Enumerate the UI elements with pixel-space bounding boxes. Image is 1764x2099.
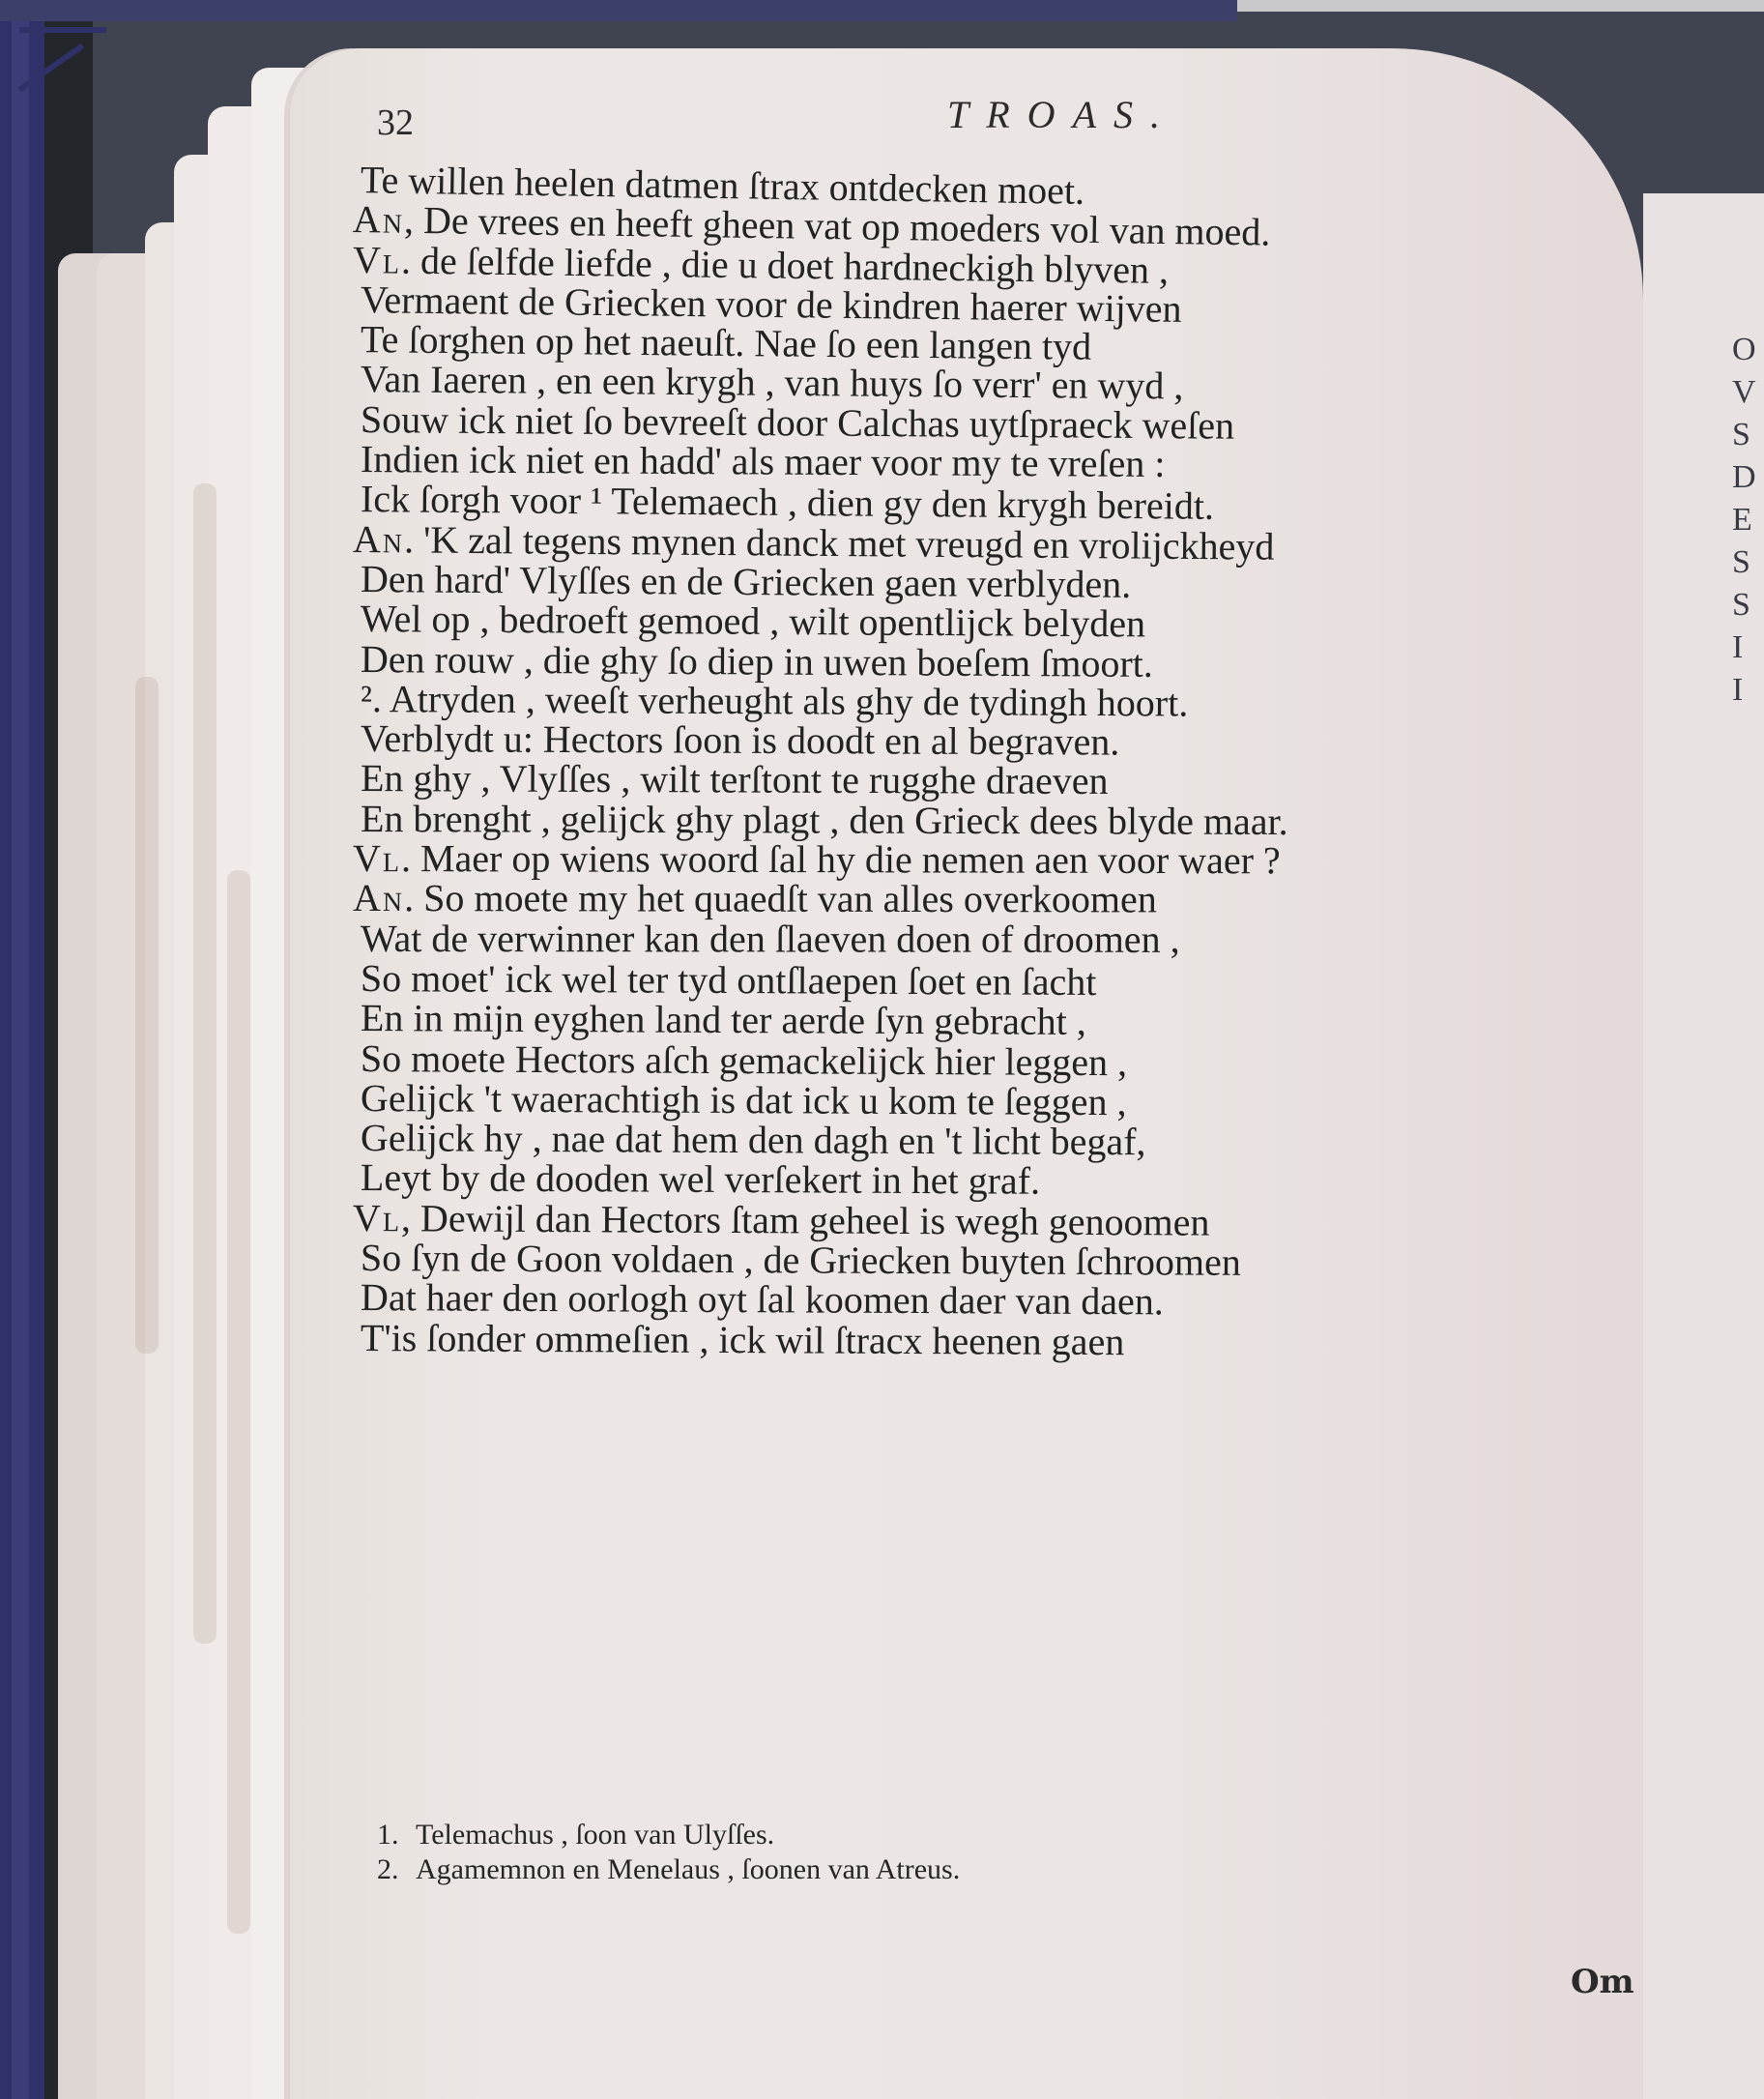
footnote-text: Agamemnon en Menelaus , ſoonen van Atreus. <box>416 1853 961 1885</box>
verse-text: de ſelfde liefde , die u doet hardneckigh blyven , <box>419 238 1170 292</box>
verse-text: Te willen heelen datmen ſtrax ontdecken moet. <box>360 158 1085 213</box>
verse-block <box>352 158 1609 1363</box>
running-title: TROAS. <box>947 93 1177 136</box>
frame-corner-brace <box>19 27 106 33</box>
verse-text: En in mijn eyghen land ter aerde ſyn gebracht , <box>360 996 1086 1044</box>
speaker-label: Vl. <box>352 836 414 881</box>
facing-letter: S <box>1732 417 1750 452</box>
verse-line <box>353 838 1609 881</box>
speaker-label: Vl. <box>352 237 414 282</box>
verse-text: De vrees en heeft gheen vat op moeders vol van moed. <box>422 198 1271 254</box>
verse-line <box>353 796 1609 843</box>
speaker-label <box>353 277 354 321</box>
verse-text: So moete Hectors aſch gemackelijck hier leggen , <box>360 1035 1128 1084</box>
speaker-label: An. <box>352 876 417 920</box>
verse-line <box>353 878 1609 920</box>
verse-text: Wel op , bedroeft gemoed , wilt opentlijck belyden <box>360 597 1146 646</box>
frame-top-bar <box>0 0 1237 21</box>
verse-text: Ick ſorgh voor ¹ Telemaech , dien gy den krygh bereidt. <box>360 477 1215 529</box>
facing-page <box>1643 193 1764 2099</box>
verse-text: Gelijck 't waerachtigh is dat ick u kom te ſeggen , <box>360 1075 1127 1124</box>
verse-line <box>353 1315 1609 1364</box>
page-header <box>377 92 1634 150</box>
verse-text: Gelijck hy , nae dat hem den dagh en 't licht begaf, <box>360 1116 1146 1164</box>
page-number: 32 <box>377 102 414 143</box>
footnote-text: Telemachus , ſoon van Ulyſſes. <box>416 1819 775 1851</box>
verse-text: Souw ick niet ſo bevreeſt door Calchas uytſpraeck weſen <box>360 396 1235 448</box>
speaker-label: Vl, <box>352 1195 414 1240</box>
footnote-number: 2. <box>377 1853 399 1885</box>
footnote <box>377 1818 1537 1852</box>
verse-text: So ſyn de Goon voldaen , de Griecken buyten ſchroomen <box>360 1236 1241 1284</box>
facing-letter: E <box>1732 502 1752 538</box>
verse-text: Vermaent de Griecken voor de kindren haerer wijven <box>360 277 1182 331</box>
footnotes <box>377 1818 1537 1887</box>
verse-text: Dewijl dan Hectors ſtam geheel is wegh genoomen <box>419 1196 1210 1244</box>
verse-text: Van Iaeren , en een krygh , van huys ſo verr' en wyd , <box>360 357 1184 408</box>
page-stain <box>193 483 217 1644</box>
verse-text: En ghy , Vlyſſes , wilt terſtont te rugghe draeven <box>360 756 1109 803</box>
speaker-label: An. <box>352 516 417 562</box>
frame-left-inner-bar <box>12 19 29 2099</box>
verse-text: Dat haer den oorlogh oyt ſal koomen daer van daen. <box>360 1275 1164 1324</box>
verse-text: Te ſorghen op het naeuſt. Nae ſo een langen tyd <box>360 317 1092 368</box>
footnote-number: 1. <box>377 1819 399 1851</box>
verse-text: T'is ſonder ommeſien , ick wil ſtracx heenen gaen <box>360 1315 1125 1363</box>
page-stain <box>227 870 250 1934</box>
verse-text: So moete my het quaedſt van alles overkoomen <box>423 876 1157 921</box>
speaker-label <box>353 158 354 201</box>
verse-text: Verblydt u: Hectors ſoon is doodt en al begraven. <box>360 716 1120 764</box>
verse-line <box>353 918 1609 960</box>
verse-text: So moet' ick wel ter tyd ontſlaepen ſoet en ſacht <box>360 955 1097 1004</box>
page-stain <box>135 677 159 1354</box>
verse-text: 'K zal tegens mynen danck met vreugd en vrolijckheyd <box>422 517 1275 568</box>
verse-text: Wat de verwinner kan den ſlaeven doen of droomen , <box>360 916 1180 961</box>
footnote <box>377 1852 1537 1887</box>
catchword: Om <box>1571 1963 1634 2001</box>
facing-letter: I <box>1732 629 1744 665</box>
verse-text: Maer op wiens woord ſal hy die nemen aen voor waer ? <box>419 836 1281 883</box>
facing-letter: I <box>1732 672 1744 708</box>
verse-text: Den rouw , die ghy ſo diep in uwen boeſem ſmoort. <box>360 636 1153 685</box>
facing-letter: S <box>1732 544 1750 580</box>
facing-page-letters <box>1732 329 1764 712</box>
verse-text: Indien ick niet en hadd' als maer voor my te vreſen : <box>360 437 1166 486</box>
facing-letter: D <box>1732 459 1756 495</box>
facing-letter: O <box>1732 332 1756 367</box>
speaker-label: An, <box>352 197 417 243</box>
verse-text: Leyt by de dooden wel verſekert in het graf. <box>360 1155 1041 1204</box>
book-page <box>290 48 1643 2099</box>
verse-text: En brenght , gelijck ghy plagt , den Grieck dees blyde maar. <box>360 796 1288 843</box>
verse-text: Den hard' Vlyſſes en de Griecken gaen verblyden. <box>360 557 1132 606</box>
facing-letter: S <box>1732 587 1750 623</box>
facing-letter: V <box>1732 374 1756 410</box>
verse-text: ². Atryden , weeſt verheught als ghy de tydingh hoort. <box>360 676 1189 725</box>
